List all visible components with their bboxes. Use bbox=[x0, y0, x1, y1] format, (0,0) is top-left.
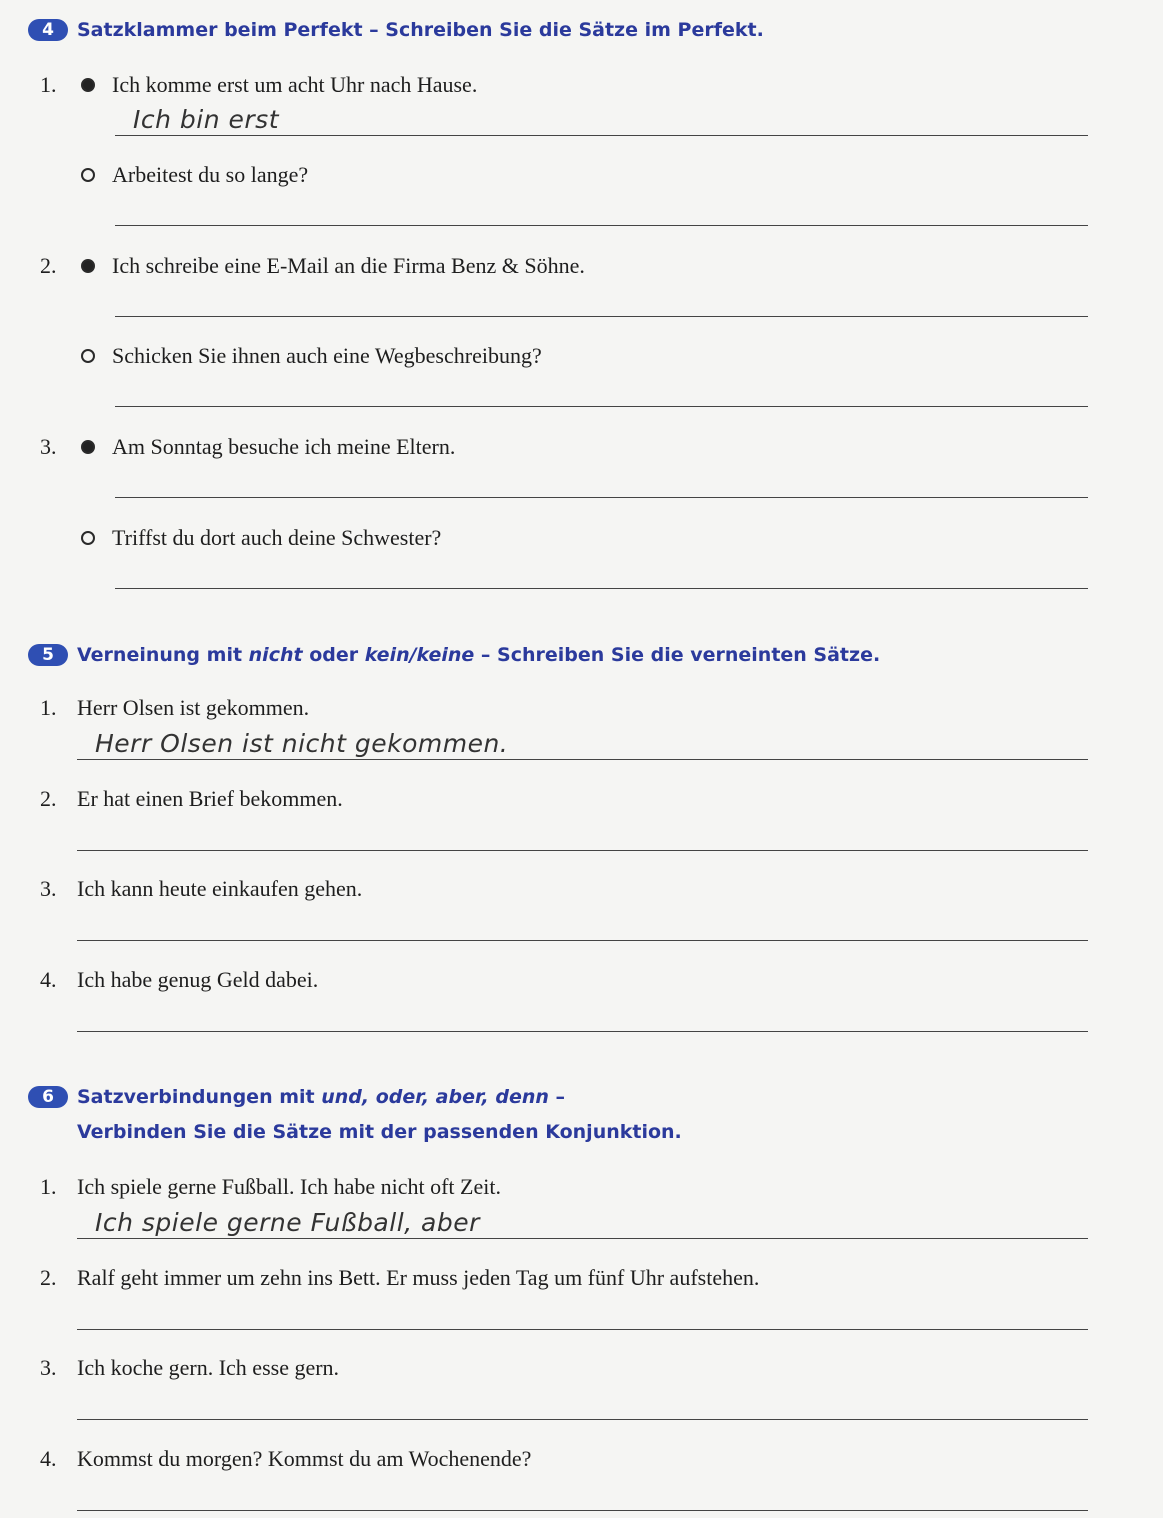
exercise-item bbox=[0, 341, 1163, 371]
item-number: 3. bbox=[40, 876, 57, 901]
exercise-item bbox=[0, 70, 1163, 100]
title-text: – Schreiben Sie die verneinten Sätze. bbox=[474, 644, 881, 666]
section-number-badge: 5 bbox=[28, 644, 68, 666]
answer-line[interactable] bbox=[115, 316, 1088, 317]
speaker-a-filled-circle-icon bbox=[81, 440, 95, 454]
section-number-badge: 4 bbox=[28, 19, 68, 41]
item-number: 1. bbox=[40, 72, 57, 97]
exercise-item bbox=[0, 784, 1163, 814]
answer-line[interactable] bbox=[115, 225, 1088, 226]
exercise-item bbox=[0, 965, 1163, 995]
speaker-b-open-circle-icon bbox=[81, 349, 95, 363]
section-subtitle: Verbinden Sie die Sätze mit der passenden Konjunktion. bbox=[77, 1121, 682, 1143]
item-sentence: Herr Olsen ist gekommen. bbox=[77, 695, 310, 720]
item-number: 1. bbox=[40, 1174, 57, 1199]
item-sentence: Am Sonntag besuche ich meine Eltern. bbox=[112, 434, 456, 459]
item-number: 4. bbox=[40, 967, 57, 992]
speaker-a-filled-circle-icon bbox=[81, 259, 95, 273]
item-sentence: Ich kann heute einkaufen gehen. bbox=[77, 876, 363, 901]
exercise-item bbox=[0, 432, 1163, 462]
title-text: nicht bbox=[248, 644, 303, 666]
item-sentence: Schicken Sie ihnen auch eine Wegbeschreibung? bbox=[112, 343, 542, 368]
item-sentence: Ich habe genug Geld dabei. bbox=[77, 967, 319, 992]
answer-line[interactable] bbox=[77, 850, 1088, 851]
handwritten-answer[interactable]: Ich bin erst bbox=[133, 105, 280, 134]
answer-line[interactable] bbox=[115, 406, 1088, 407]
section-title bbox=[28, 18, 764, 42]
exercise-item bbox=[0, 1172, 1163, 1202]
item-sentence: Arbeitest du so lange? bbox=[112, 162, 309, 187]
answer-line[interactable] bbox=[77, 1238, 1088, 1239]
item-number: 3. bbox=[40, 434, 57, 459]
answer-line[interactable] bbox=[77, 1510, 1088, 1511]
item-number: 2. bbox=[40, 1265, 57, 1290]
item-number: 2. bbox=[40, 253, 57, 278]
exercise-item bbox=[0, 693, 1163, 723]
item-sentence: Ich komme erst um acht Uhr nach Hause. bbox=[112, 72, 478, 97]
item-sentence: Ich koche gern. Ich esse gern. bbox=[77, 1355, 340, 1380]
answer-line[interactable] bbox=[77, 1031, 1088, 1032]
title-text: kein/keine bbox=[364, 644, 475, 666]
title-text: Satzklammer beim Perfekt – Schreiben Sie die Sätze im Perfekt. bbox=[77, 19, 764, 41]
item-sentence: Triffst du dort auch deine Schwester? bbox=[112, 525, 442, 550]
answer-line[interactable] bbox=[115, 135, 1088, 136]
item-number: 4. bbox=[40, 1446, 57, 1471]
item-number: 1. bbox=[40, 695, 57, 720]
answer-line[interactable] bbox=[77, 1419, 1088, 1420]
answer-line[interactable] bbox=[77, 759, 1088, 760]
title-text: Verneinung mit bbox=[77, 644, 249, 666]
title-text: Satzverbindungen mit bbox=[77, 1086, 322, 1108]
item-number: 3. bbox=[40, 1355, 57, 1380]
item-number: 2. bbox=[40, 786, 57, 811]
title-text: und, oder, aber, denn bbox=[321, 1086, 549, 1108]
exercise-item bbox=[0, 1444, 1163, 1474]
exercise-item bbox=[0, 160, 1163, 190]
answer-line[interactable] bbox=[77, 1329, 1088, 1330]
speaker-b-open-circle-icon bbox=[81, 531, 95, 545]
item-sentence: Ich spiele gerne Fußball. Ich habe nicht oft Zeit. bbox=[77, 1174, 501, 1199]
section-number-badge: 6 bbox=[28, 1086, 68, 1108]
exercise-item bbox=[0, 874, 1163, 904]
answer-line[interactable] bbox=[115, 497, 1088, 498]
answer-line[interactable] bbox=[77, 940, 1088, 941]
exercise-item bbox=[0, 1263, 1163, 1293]
item-sentence: Ralf geht immer um zehn ins Bett. Er muss jeden Tag um fünf Uhr aufstehen. bbox=[77, 1265, 760, 1290]
exercise-item bbox=[0, 523, 1163, 553]
speaker-a-filled-circle-icon bbox=[81, 78, 95, 92]
item-sentence: Er hat einen Brief bekommen. bbox=[77, 786, 343, 811]
answer-line[interactable] bbox=[115, 588, 1088, 589]
exercise-item bbox=[0, 1353, 1163, 1383]
title-text: – bbox=[548, 1086, 566, 1108]
section-title bbox=[28, 1085, 565, 1109]
title-text: oder bbox=[302, 644, 365, 666]
handwritten-answer[interactable]: Herr Olsen ist nicht gekommen. bbox=[95, 729, 509, 758]
handwritten-answer[interactable]: Ich spiele gerne Fußball, aber bbox=[95, 1208, 480, 1237]
item-sentence: Kommst du morgen? Kommst du am Wochenende? bbox=[77, 1446, 532, 1471]
item-sentence: Ich schreibe eine E-Mail an die Firma Benz & Söhne. bbox=[112, 253, 585, 278]
speaker-b-open-circle-icon bbox=[81, 168, 95, 182]
section-title bbox=[28, 643, 880, 667]
exercise-item bbox=[0, 251, 1163, 281]
